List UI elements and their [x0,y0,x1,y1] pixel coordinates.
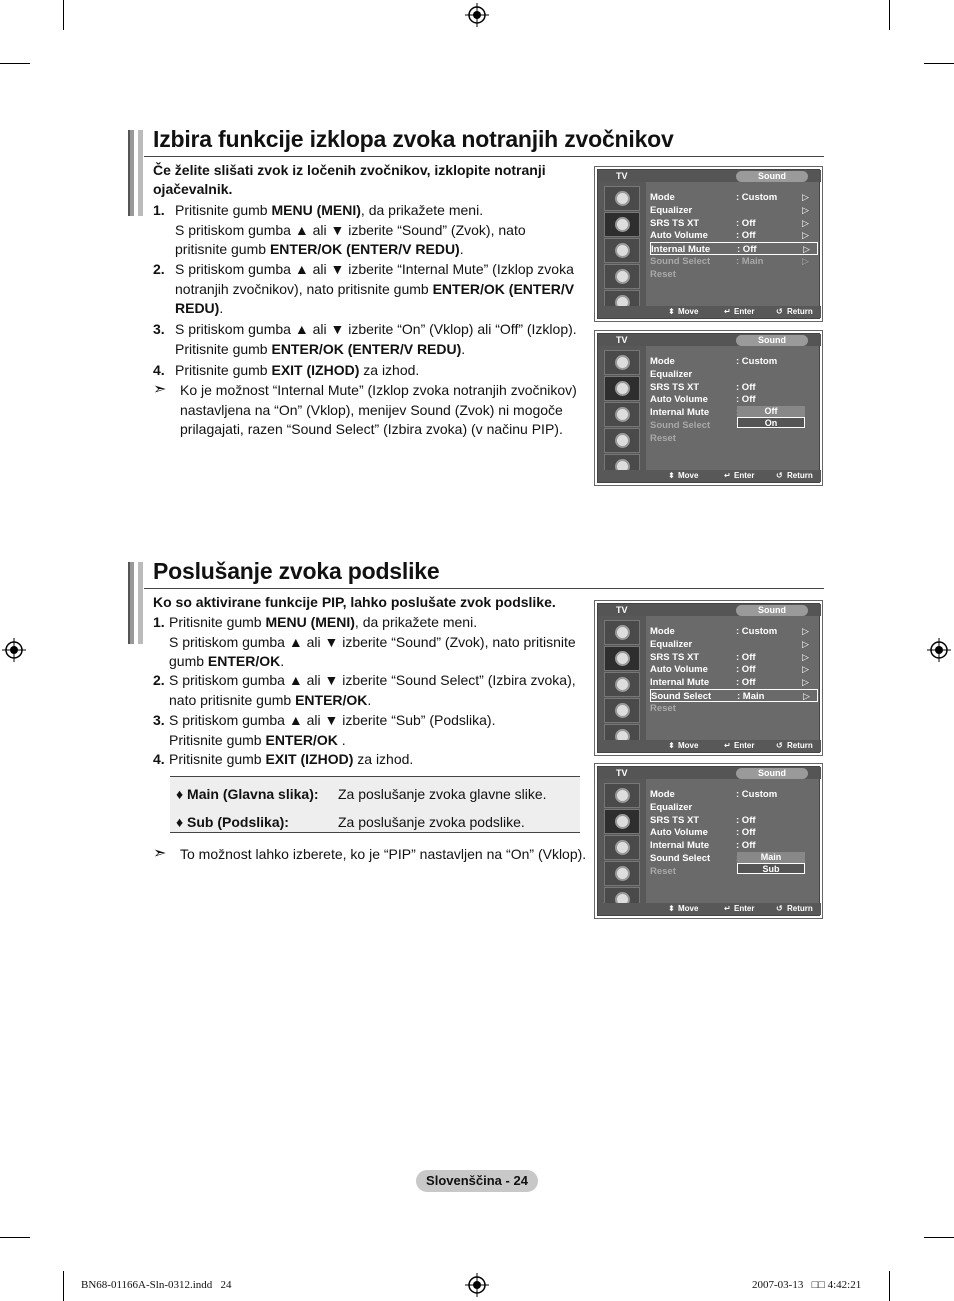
osd-dropdown-option[interactable]: Off [737,406,805,417]
osd-menu-item[interactable] [650,268,818,281]
crop-mark [0,63,30,64]
osd-move-label: Move [678,904,699,913]
sound-icon [604,376,640,401]
section2-intro: Ko so aktivirane funkcije PIP, lahko poslušate zvok podslike. [153,594,556,610]
move-icon: ⬍ [668,307,675,316]
picture-icon [604,783,640,808]
section1-note-text: Ko je možnost “Internal Mute” (Izklop zvoka notranjih zvočnikov) nastavljena na “On” (Vklop), menijev Sound (Zvok) ni mogoče prilagajati, razen “Sound Select” (Izbira zvoka) (v načinu PIP). [180,382,577,437]
osd-item-label: Sound Select [650,853,711,864]
osd-item-value: : Off [736,827,756,839]
step-item [153,613,593,673]
step-text: Pritisnite gumb MENU (MENI), da prikažete meni. S pritiskom gumba ▲ ali ▼ izberite “Sound” (Zvok), nato pritisnite gumb ENTER/OK. [169,614,576,669]
osd-item-label: Reset [650,865,676,877]
osd-header [644,334,821,346]
osd-help-bar [598,903,821,915]
osd-item-label: Sound Select [650,256,711,267]
osd-menu-item[interactable] [650,204,818,217]
osd-help-bar [598,306,821,318]
osd-move-label: Move [678,741,699,750]
osd-enter-label: Enter [734,307,755,316]
triangle-right-icon: ▷ [803,691,810,701]
section2-title: Poslušanje zvoka podslike [153,558,440,584]
triangle-right-icon: ▷ [802,626,809,636]
section2-note-text: To možnost lahko izberete, ko je “PIP” nastavljen na “On” (Vklop). [180,846,587,862]
crop-mark [924,1237,954,1238]
osd-item-label: SRS TS XT [650,381,700,393]
osd-menu-item[interactable] [650,788,818,801]
osd-item-label: Mode [650,626,675,637]
osd-sound-tab: Sound [736,768,808,779]
step-text: Pritisnite gumb MENU (MENI), da prikažete meni. S pritiskom gumba ▲ ali ▼ izberite “Sound” (Zvok), nato pritisnite gumb ENTER/OK (ENTER/V REDU). [175,202,526,257]
osd-menu-item[interactable] [650,826,818,839]
step-text: Pritisnite gumb EXIT (IZHOD) za izhod. [175,362,420,378]
osd-enter-label: Enter [734,471,755,480]
osd-item-value: : Custom [736,192,778,203]
osd-item-label: Mode [650,789,675,800]
osd-menu-item[interactable] [650,191,818,204]
osd-sound-tab: Sound [736,605,808,616]
osd-header [644,767,821,779]
channel-icon [604,672,640,697]
step-text: S pritiskom gumba ▲ ali ▼ izberite “Sub” (Podslika). Pritisnite gumb ENTER/OK . [169,712,496,748]
osd-item-label: Equalizer [650,204,693,216]
osd-sidebar [598,616,646,742]
title-rule [144,156,824,157]
date-slug: 2007-03-13 □□ 4:42:21 [752,1279,862,1291]
registration-mark-icon [2,638,26,662]
option-label: ♦ Main (Glavna slika): [176,786,319,802]
osd-menu-item[interactable] [650,229,818,242]
osd-panel [597,169,820,319]
sound-icon [604,646,640,671]
osd-panel [597,603,820,753]
osd-item-label: Equalizer [650,368,693,380]
step-text: S pritiskom gumba ▲ ali ▼ izberite “Sound Select” (Izbira zvoka), nato pritisnite gumb ENTER/OK. [169,672,576,708]
triangle-right-icon: ▷ [802,217,809,228]
osd-tv-tab: TV [598,604,644,616]
osd-header [644,170,821,182]
picture-icon [604,620,640,645]
osd-menu-item[interactable] [650,651,818,664]
registration-mark-icon [465,1273,489,1297]
osd-dropdown-option[interactable]: On [737,417,805,428]
osd-screen-sub-select [594,763,823,919]
return-icon: ↺ [776,904,783,913]
osd-return-label: Return [787,307,813,316]
section1-intro: Če želite slišati zvok iz ločenih zvočnikov, izklopite notranji ojačevalnik. [153,162,546,197]
setup-icon [604,698,640,723]
osd-return-label: Return [787,471,813,480]
osd-item-label: Auto Volume [650,664,708,676]
osd-item-value: : Off [736,840,756,852]
osd-tv-tab: TV [598,767,644,779]
osd-item-label: Internal Mute [650,840,710,852]
osd-item-label: SRS TS XT [650,217,700,229]
osd-item-value: : Off [736,381,756,393]
enter-icon: ↵ [724,307,731,316]
return-icon: ↺ [776,471,783,480]
triangle-right-icon: ▷ [802,230,809,241]
osd-item-value: : Off [736,217,756,229]
osd-menu-item[interactable] [650,381,818,394]
osd-item-label: Internal Mute [651,244,711,256]
triangle-right-icon: ▷ [802,677,809,688]
triangle-right-icon: ▷ [803,244,810,255]
osd-menu-item[interactable] [650,355,818,368]
osd-move-label: Move [678,471,699,480]
osd-item-label: Mode [650,356,675,367]
osd-item-value: : Off [736,664,756,676]
step-number: 1. [153,202,165,218]
osd-item-value: : Custom [736,789,778,800]
crop-mark [0,1237,30,1238]
osd-return-label: Return [787,904,813,913]
osd-menu-item[interactable] [650,638,818,651]
osd-move-label: Move [678,307,699,316]
step-number: 2. [153,672,165,688]
crop-mark [889,1271,890,1301]
osd-menu-item[interactable] [650,801,818,814]
osd-dropdown-option[interactable]: Main [737,852,805,863]
enter-icon: ↵ [724,471,731,480]
osd-menu-item[interactable] [650,393,818,406]
step-number: 1. [153,614,165,630]
return-icon: ↺ [776,741,783,750]
step-text: Pritisnite gumb EXIT (IZHOD) za izhod. [169,751,414,767]
step-number: 2. [153,261,165,277]
page-number-badge: Slovenščina - 24 [416,1170,538,1192]
move-icon: ⬍ [668,741,675,750]
step-item [153,201,593,261]
osd-enter-label: Enter [734,904,755,913]
osd-item-label: Auto Volume [650,394,708,406]
setup-icon [604,264,640,289]
enter-icon: ↵ [724,741,731,750]
osd-menu-item[interactable] [650,689,818,702]
osd-item-value: : Off [736,394,756,406]
note-arrow-icon: ➣ [153,381,167,398]
file-slug: BN68-01166A-Sln-0312.indd 24 [81,1279,232,1291]
osd-menu-item[interactable] [650,663,818,676]
osd-item-value: : Off [737,244,757,256]
step-text: S pritiskom gumba ▲ ali ▼ izberite “On” (Vklop) ali “Off” (Izklop). Pritisnite gumb ENTER/OK (ENTER/V REDU). [175,321,577,357]
section1-note [153,381,593,441]
osd-item-value: : Main [737,691,765,702]
osd-item-label: Internal Mute [650,407,710,419]
osd-dropdown-option[interactable]: Sub [737,863,805,874]
picture-icon [604,350,640,375]
osd-item-label: SRS TS XT [650,814,700,826]
picture-icon [604,186,640,211]
osd-panel [597,766,820,916]
note-arrow-icon: ➣ [153,845,167,862]
osd-item-label: Auto Volume [650,827,708,839]
crop-mark [889,0,890,30]
osd-item-label: Equalizer [650,638,693,650]
osd-item-label: Equalizer [650,801,693,813]
step-number: 4. [153,362,165,378]
return-icon: ↺ [776,307,783,316]
section-marker [128,130,134,216]
osd-sidebar [598,346,646,472]
registration-mark-icon [927,638,951,662]
osd-sound-tab: Sound [736,171,808,182]
channel-icon [604,238,640,263]
osd-header [644,604,821,616]
osd-menu-item[interactable] [650,217,818,230]
osd-return-label: Return [787,741,813,750]
osd-sound-tab: Sound [736,335,808,346]
osd-menu-item[interactable] [650,676,818,689]
setup-icon [604,428,640,453]
section-marker [138,130,143,216]
osd-menu-item[interactable] [650,432,818,445]
osd-item-value: : Custom [736,626,778,637]
crop-mark [924,63,954,64]
triangle-right-icon: ▷ [802,651,809,662]
triangle-right-icon: ▷ [802,638,809,649]
move-icon: ⬍ [668,471,675,480]
osd-menu-item[interactable] [650,625,818,638]
section1-title: Izbira funkcije izklopa zvoka notranjih zvočnikov [153,126,674,152]
osd-screen-sound [594,166,823,322]
osd-item-label: Reset [650,268,676,280]
channel-icon [604,402,640,427]
osd-item-value: : Off [736,814,756,826]
crop-mark [63,0,64,30]
osd-screen-sound-select [594,600,823,756]
setup-icon [604,861,640,886]
osd-sidebar [598,779,646,905]
osd-sidebar [598,182,646,308]
osd-item-value: : Off [736,677,756,689]
option-label: ♦ Sub (Podslika): [176,814,289,830]
osd-item-value: : Custom [736,356,778,367]
sound-icon [604,809,640,834]
title-rule [144,588,824,589]
crop-mark [63,1271,64,1301]
osd-item-value: : Main [736,256,764,267]
osd-menu-item[interactable] [650,368,818,381]
osd-help-bar [598,740,821,752]
osd-item-label: Internal Mute [650,677,710,689]
options-table [170,776,580,833]
osd-menu-item[interactable] [650,839,818,852]
osd-screen-internal-mute [594,330,823,486]
triangle-right-icon: ▷ [802,664,809,675]
osd-item-label: Auto Volume [650,230,708,242]
section2-note [153,845,598,867]
sound-icon [604,212,640,237]
registration-mark-icon [465,3,489,27]
step-number: 3. [153,321,165,337]
section-marker [128,562,134,644]
osd-item-label: SRS TS XT [650,651,700,663]
osd-item-label: Sound Select [650,420,711,431]
osd-item-value: : Off [736,230,756,242]
osd-item-label: Reset [650,702,676,714]
osd-help-bar [598,470,821,482]
enter-icon: ↵ [724,904,731,913]
osd-tv-tab: TV [598,170,644,182]
triangle-right-icon: ▷ [802,256,809,266]
osd-item-value: : Off [736,651,756,663]
osd-panel [597,333,820,483]
step-item [153,260,593,320]
osd-enter-label: Enter [734,741,755,750]
triangle-right-icon: ▷ [802,204,809,215]
osd-item-label: Mode [650,192,675,203]
osd-tv-tab: TV [598,334,644,346]
osd-menu-item[interactable] [650,242,818,255]
osd-menu-item[interactable] [650,702,818,715]
step-text: S pritiskom gumba ▲ ali ▼ izberite “Internal Mute” (Izklop zvoka notranjih zvočnikov), nato pritisnite gumb ENTER/OK (ENTER/V REDU). [175,261,575,316]
section-marker [138,562,143,644]
step-number: 4. [153,751,165,767]
option-desc: Za poslušanje zvoka glavne slike. [338,786,547,802]
osd-item-label: Reset [650,432,676,444]
option-desc: Za poslušanje zvoka podslike. [338,814,525,830]
triangle-right-icon: ▷ [802,192,809,202]
osd-menu-item[interactable] [650,814,818,827]
channel-icon [604,835,640,860]
move-icon: ⬍ [668,904,675,913]
step-number: 3. [153,712,165,728]
osd-menu-item[interactable] [650,255,818,268]
osd-item-label: Sound Select [651,691,712,702]
